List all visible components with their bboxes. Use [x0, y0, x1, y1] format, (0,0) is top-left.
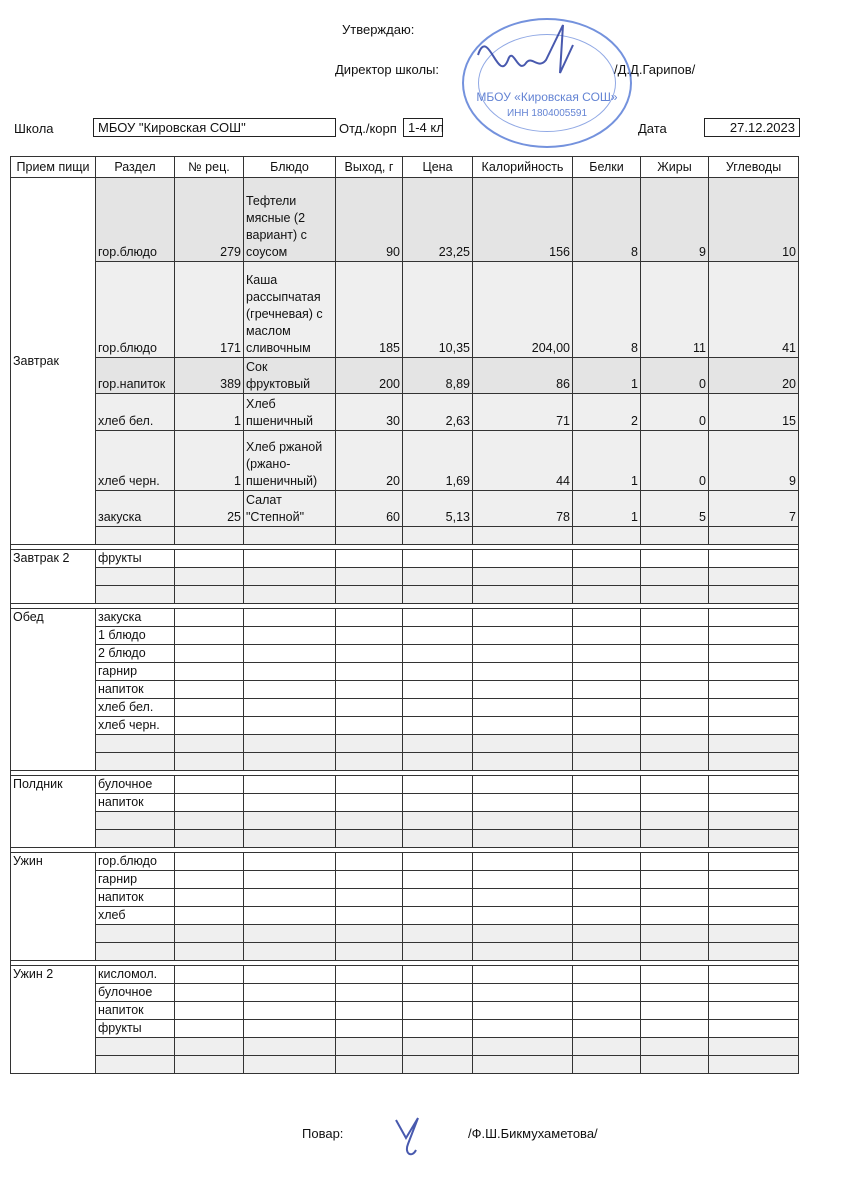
meal-dinner-2: Ужин 2 [11, 966, 96, 1074]
date-label: Дата [638, 121, 667, 136]
cell-protein: 8 [573, 262, 641, 358]
cell-fat: 9 [641, 178, 709, 262]
cell-carbs: 20 [709, 358, 799, 394]
cell-yield: 90 [336, 178, 403, 262]
cell-protein: 1 [573, 358, 641, 394]
cell-yield: 200 [336, 358, 403, 394]
table-row [11, 717, 799, 735]
cell-price: 10,35 [403, 262, 473, 358]
table-row [11, 943, 799, 961]
table-row [11, 776, 799, 794]
cell-section: напиток [96, 794, 175, 812]
cell-fat: 0 [641, 431, 709, 491]
table-row [11, 1002, 799, 1020]
table-header-row [11, 157, 799, 178]
cell-dish: Сок фруктовый [244, 358, 336, 394]
cell-section: хлеб черн. [96, 431, 175, 491]
cook-label: Повар: [302, 1126, 344, 1141]
cell-section: фрукты [96, 550, 175, 568]
cell-carbs: 7 [709, 491, 799, 527]
col-price: Цена [403, 157, 473, 178]
cell-section: закуска [96, 609, 175, 627]
cell-section: фрукты [96, 1020, 175, 1038]
table-row [11, 550, 799, 568]
cell-kcal: 71 [473, 394, 573, 431]
cell-price: 23,25 [403, 178, 473, 262]
stamp-org: МБОУ «Кировская СОШ» [476, 90, 618, 104]
cell-dish: Каша рассыпчатая (гречневая) с маслом сливочным [244, 262, 336, 358]
cell-section: 2 блюдо [96, 645, 175, 663]
table-row [11, 586, 799, 604]
col-carbs: Углеводы [709, 157, 799, 178]
table-row [11, 830, 799, 848]
table-row [11, 394, 799, 431]
dept-field: 1-4 кл [403, 118, 443, 137]
col-yield: Выход, г [336, 157, 403, 178]
cell-section: напиток [96, 1002, 175, 1020]
col-dish: Блюдо [244, 157, 336, 178]
cell-section: хлеб бел. [96, 394, 175, 431]
table-row [11, 663, 799, 681]
cell-dish: Салат "Степной" [244, 491, 336, 527]
cell-recipe: 1 [175, 394, 244, 431]
meal-snack: Полдник [11, 776, 96, 848]
table-row [11, 527, 799, 545]
table-row [11, 645, 799, 663]
menu-table [10, 156, 799, 1074]
table-row [11, 925, 799, 943]
table-row [11, 753, 799, 771]
cell-recipe: 1 [175, 431, 244, 491]
table-row [11, 358, 799, 394]
cell-price: 5,13 [403, 491, 473, 527]
cell-price: 8,89 [403, 358, 473, 394]
cook-name: /Ф.Ш.Бикмухаметова/ [468, 1126, 598, 1141]
director-label: Директор школы: [335, 62, 439, 77]
director-signature [468, 15, 588, 95]
cell-section: гор.блюдо [96, 853, 175, 871]
table-row [11, 889, 799, 907]
table-row [11, 812, 799, 830]
table-row [11, 681, 799, 699]
table-row [11, 491, 799, 527]
table-row [11, 1020, 799, 1038]
dept-label: Отд./корп [339, 121, 397, 136]
cell-protein: 1 [573, 491, 641, 527]
cell-section: гор.блюдо [96, 262, 175, 358]
meal-lunch: Обед [11, 609, 96, 771]
cell-protein: 8 [573, 178, 641, 262]
cell-recipe: 171 [175, 262, 244, 358]
table-row [11, 1038, 799, 1056]
cell-price: 1,69 [403, 431, 473, 491]
cell-section: кисломол. [96, 966, 175, 984]
table-row [11, 431, 799, 491]
cell-section: напиток [96, 889, 175, 907]
cell-section: гарнир [96, 871, 175, 889]
table-row [11, 907, 799, 925]
cell-yield: 30 [336, 394, 403, 431]
cell-yield: 185 [336, 262, 403, 358]
cell-price: 2,63 [403, 394, 473, 431]
cell-protein: 1 [573, 431, 641, 491]
meal-breakfast-2: Завтрак 2 [11, 550, 96, 604]
table-row [11, 966, 799, 984]
stamp-inn: ИНН 1804005591 [506, 108, 588, 119]
table-row [11, 568, 799, 586]
col-section: Раздел [96, 157, 175, 178]
cell-carbs: 10 [709, 178, 799, 262]
cell-fat: 11 [641, 262, 709, 358]
school-label: Школа [14, 121, 54, 136]
cell-section: гарнир [96, 663, 175, 681]
cell-fat: 0 [641, 394, 709, 431]
cell-carbs: 41 [709, 262, 799, 358]
cell-kcal: 204,00 [473, 262, 573, 358]
cell-carbs: 9 [709, 431, 799, 491]
cell-dish: Хлеб ржаной (ржано-пшеничный) [244, 431, 336, 491]
col-meal: Прием пищи [11, 157, 96, 178]
cell-section: напиток [96, 681, 175, 699]
cell-section: хлеб [96, 907, 175, 925]
approve-label: Утверждаю: [342, 22, 415, 37]
cell-kcal: 78 [473, 491, 573, 527]
cell-section: гор.блюдо [96, 178, 175, 262]
cell-section: закуска [96, 491, 175, 527]
cell-kcal: 86 [473, 358, 573, 394]
cell-fat: 0 [641, 358, 709, 394]
col-fat: Жиры [641, 157, 709, 178]
cell-section: булочное [96, 984, 175, 1002]
table-row [11, 871, 799, 889]
cell-section: 1 блюдо [96, 627, 175, 645]
cell-section: хлеб черн. [96, 717, 175, 735]
cell-dish: Хлеб пшеничный [244, 394, 336, 431]
director-name: /Д.Д.Гарипов/ [614, 62, 696, 77]
cell-section: хлеб бел. [96, 699, 175, 717]
col-recipe: № рец. [175, 157, 244, 178]
table-row [11, 699, 799, 717]
cook-signature [388, 1112, 428, 1162]
cell-fat: 5 [641, 491, 709, 527]
cell-recipe: 279 [175, 178, 244, 262]
cell-kcal: 44 [473, 431, 573, 491]
table-row [11, 1056, 799, 1074]
cell-section: гор.напиток [96, 358, 175, 394]
table-row [11, 853, 799, 871]
table-row [11, 262, 799, 358]
col-protein: Белки [573, 157, 641, 178]
cell-recipe: 25 [175, 491, 244, 527]
cell-section: булочное [96, 776, 175, 794]
cell-carbs: 15 [709, 394, 799, 431]
cell-yield: 20 [336, 431, 403, 491]
meal-breakfast: Завтрак [11, 178, 96, 545]
date-field: 27.12.2023 [704, 118, 800, 137]
cell-dish: Тефтели мясные (2 вариант) с соусом [244, 178, 336, 262]
meal-dinner: Ужин [11, 853, 96, 961]
cell-recipe: 389 [175, 358, 244, 394]
cell-protein: 2 [573, 394, 641, 431]
table-row [11, 794, 799, 812]
cell-yield: 60 [336, 491, 403, 527]
table-row [11, 627, 799, 645]
col-kcal: Калорийность [473, 157, 573, 178]
table-row [11, 735, 799, 753]
cell-kcal: 156 [473, 178, 573, 262]
table-row [11, 178, 799, 262]
table-row [11, 984, 799, 1002]
school-field: МБОУ "Кировская СОШ" [93, 118, 336, 137]
table-row [11, 609, 799, 627]
